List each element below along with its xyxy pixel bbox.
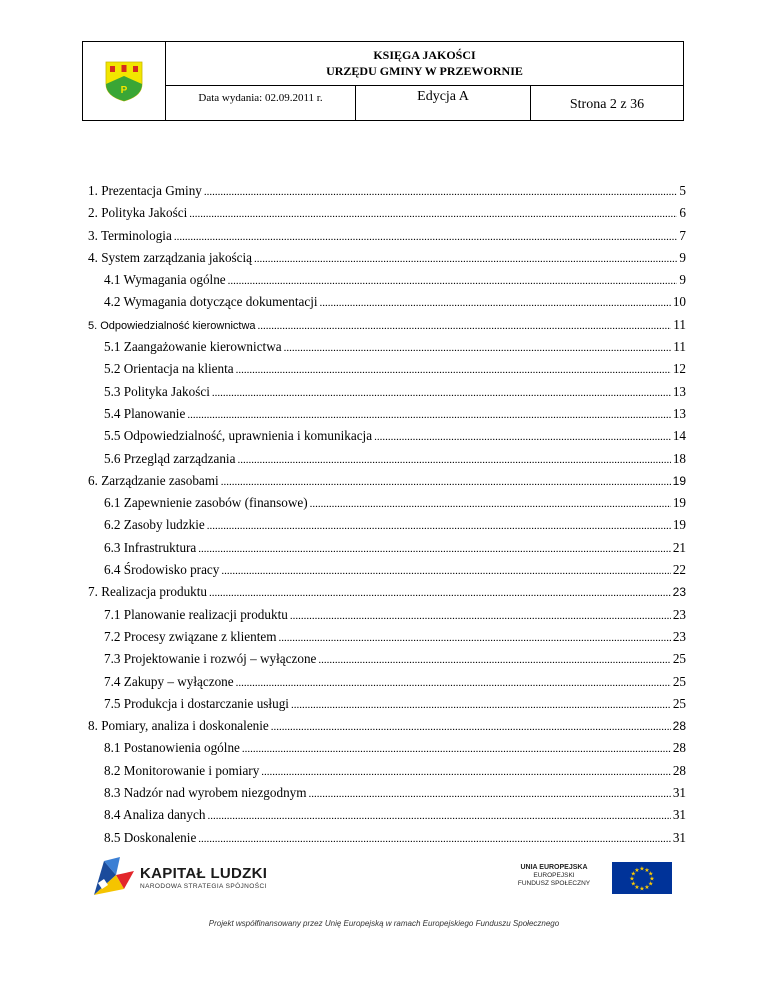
toc-entry-label: 8. Pomiary, analiza i doskonalenie: [88, 718, 269, 734]
issue-date: Data wydania: 02.09.2011 r.: [166, 86, 356, 120]
toc-entry[interactable]: [88, 740, 686, 762]
toc-entry[interactable]: [88, 473, 686, 495]
toc-entry[interactable]: [88, 272, 686, 294]
kapital-ludzki-subtitle: NARODOWA STRATEGIA SPÓJNOŚCI: [140, 883, 267, 890]
toc-entry-label: 1. Prezentacja Gminy: [88, 183, 202, 198]
toc-entry-page: 7: [679, 227, 686, 243]
toc-entry-label: 5.5 Odpowiedzialność, uprawnienia i komunikacja: [104, 428, 373, 444]
toc-leader-dots: [221, 476, 671, 488]
toc-leader-dots: [261, 766, 671, 778]
toc-entry-page: 13: [672, 405, 686, 421]
footer-logos: [90, 855, 680, 905]
toc-entry-page: 6: [679, 205, 686, 221]
toc-entry-label: 4. System zarządzania jakością: [88, 249, 253, 265]
toc-entry-page: 23: [672, 585, 686, 600]
kapital-ludzki-logo: [90, 855, 270, 905]
eu-flag-icon: [612, 862, 672, 894]
toc-entry[interactable]: [88, 696, 686, 718]
toc-leader-dots: [284, 342, 672, 354]
toc-leader-dots: [318, 654, 670, 666]
toc-entry-page: 25: [672, 695, 686, 711]
toc-entry-label: 5.1 Zaangażowanie kierownictwa: [104, 339, 282, 355]
toc-entry-page: 12: [672, 361, 686, 377]
toc-entry-label: 6.4 Środowisko pracy: [104, 562, 220, 578]
toc-entry-page: 18: [672, 450, 686, 466]
toc-entry[interactable]: [88, 584, 686, 606]
toc-entry-page: 31: [672, 785, 686, 801]
eu-star: ★: [634, 885, 640, 892]
toc-entry-label: 5.2 Orientacja na klienta: [104, 361, 234, 377]
toc-leader-dots: [271, 721, 671, 733]
toc-leader-dots: [374, 431, 671, 443]
eu-line-1: UNIA EUROPEJSKA: [520, 864, 588, 871]
toc-entry-label: 5.3 Polityka Jakości: [104, 383, 210, 399]
toc-entry[interactable]: [88, 517, 686, 539]
toc-leader-dots: [278, 632, 670, 644]
toc-entry[interactable]: [88, 428, 686, 450]
eu-star: ★: [630, 871, 637, 878]
toc-entry[interactable]: [88, 495, 686, 517]
toc-entry[interactable]: [88, 607, 686, 629]
toc-entry-label: 7.2 Procesy związane z klientem: [104, 628, 277, 644]
toc-entry-label: 6.2 Zasoby ludzkie: [104, 517, 205, 533]
title-line-2: URZĘDU GMINY W PRZEWORNIE: [326, 64, 523, 78]
toc-entry-page: 31: [672, 829, 686, 845]
toc-leader-dots: [198, 833, 671, 845]
toc-entry-page: 23: [672, 628, 686, 644]
toc-entry-label: 5.4 Planowanie: [104, 405, 186, 421]
toc-leader-dots: [207, 810, 670, 822]
toc-entry-page: 13: [672, 383, 686, 399]
municipality-crest-cell: [83, 42, 166, 120]
toc-entry-page: 28: [672, 719, 686, 734]
toc-entry[interactable]: [88, 651, 686, 673]
toc-entry-page: 19: [672, 495, 686, 511]
toc-leader-dots: [291, 699, 671, 711]
toc-entry[interactable]: [88, 317, 686, 339]
document-title: [166, 42, 683, 86]
toc-entry[interactable]: [88, 763, 686, 785]
toc-leader-dots: [236, 677, 671, 689]
toc-entry-page: 31: [672, 807, 686, 823]
toc-entry[interactable]: [88, 183, 686, 205]
toc-entry-page: 28: [672, 762, 686, 778]
toc-entry-label: 7.4 Zakupy – wyłączone: [104, 673, 234, 689]
toc-entry-page: 14: [672, 428, 686, 444]
eu-star: ★: [639, 886, 645, 893]
toc-entry-label: 7. Realizacja produktu: [88, 584, 208, 600]
toc-entry[interactable]: [88, 807, 686, 829]
toc-entry-label: 6.1 Zapewnienie zasobów (finansowe): [104, 495, 308, 511]
toc-entry-label: 6. Zarządzanie zasobami: [88, 472, 219, 488]
eu-star: ★: [649, 876, 655, 883]
page-number: Strona 2 z 36: [569, 97, 645, 112]
toc-entry-page: 19: [672, 473, 686, 488]
document-header-table: [82, 41, 684, 121]
eu-line-3: FUNDUSZ SPOŁECZNY: [517, 880, 591, 887]
toc-entry[interactable]: [88, 205, 686, 227]
toc-entry-label: 8.4 Analiza danych: [104, 807, 206, 823]
toc-leader-dots: [204, 186, 678, 198]
toc-entry-page: 25: [672, 673, 686, 689]
toc-entry[interactable]: [88, 406, 686, 428]
toc-entry-page: 9: [679, 272, 686, 288]
toc-entry[interactable]: [88, 451, 686, 473]
toc-entry[interactable]: [88, 540, 686, 562]
toc-entry-page: 5: [679, 183, 686, 198]
toc-leader-dots: [290, 610, 671, 622]
toc-leader-dots: [242, 743, 671, 755]
toc-entry-page: 10: [672, 294, 686, 310]
toc-entry-page: 25: [672, 651, 686, 667]
toc-entry[interactable]: [88, 294, 686, 316]
toc-leader-dots: [221, 565, 670, 577]
toc-entry[interactable]: [88, 250, 686, 272]
toc-entry-page: 11: [673, 339, 686, 355]
crest-letter: P: [120, 85, 128, 96]
municipality-crest-icon: [104, 60, 144, 102]
toc-entry[interactable]: [88, 830, 686, 852]
toc-entry-label: 5.6 Przegląd zarządzania: [104, 450, 236, 466]
toc-entry-label: 7.1 Planowanie realizacji produktu: [104, 606, 288, 622]
toc-entry-label: 3. Terminologia: [88, 227, 172, 243]
toc-entry-page: 11: [673, 316, 686, 332]
eu-star: ★: [634, 867, 640, 874]
toc-leader-dots: [228, 275, 678, 287]
toc-entry-label: 8.5 Doskonalenie: [104, 829, 197, 845]
toc-entry-label: 6.3 Infrastruktura: [104, 539, 197, 555]
toc-entry-label: 8.1 Postanowienia ogólne: [104, 740, 240, 756]
kapital-ludzki-emblem-icon: [90, 855, 136, 901]
eu-star: ★: [647, 871, 654, 878]
toc-entry-label: 5. Odpowiedzialność kierownictwa: [88, 319, 256, 332]
toc-leader-dots: [258, 320, 672, 332]
toc-entry-label: 4.2 Wymagania dotyczące dokumentacji: [104, 294, 318, 310]
edition-label: Edycja A: [356, 86, 531, 120]
toc-entry-label: 8.2 Monitorowanie i pomiary: [104, 762, 260, 778]
toc-entry-page: 28: [672, 740, 686, 756]
table-of-contents: [88, 183, 686, 852]
toc-entry-page: 23: [672, 606, 686, 622]
toc-entry[interactable]: [88, 228, 686, 250]
toc-leader-dots: [187, 409, 671, 421]
toc-entry-label: 7.5 Produkcja i dostarczanie usługi: [104, 695, 289, 711]
toc-entry-label: 8.3 Nadzór nad wyrobem niezgodnym: [104, 785, 307, 801]
toc-leader-dots: [320, 297, 671, 309]
toc-leader-dots: [189, 208, 677, 220]
toc-leader-dots: [198, 543, 671, 555]
toc-entry[interactable]: [88, 785, 686, 807]
toc-leader-dots: [309, 788, 671, 800]
toc-entry-page: 21: [672, 539, 686, 555]
eu-star: ★: [644, 885, 650, 892]
toc-leader-dots: [209, 587, 671, 599]
toc-leader-dots: [174, 231, 678, 243]
toc-leader-dots: [212, 387, 671, 399]
toc-entry[interactable]: [88, 339, 686, 361]
toc-entry[interactable]: [88, 384, 686, 406]
toc-entry[interactable]: [88, 562, 686, 584]
eu-fund-label: [504, 864, 604, 888]
eu-star: ★: [630, 881, 637, 888]
toc-entry[interactable]: [88, 361, 686, 383]
funding-note: Projekt współfinansowany przez Unię Europejską w ramach Europejskiego Funduszu Społecznego: [208, 919, 560, 928]
toc-entry-label: 2. Polityka Jakości: [88, 205, 188, 221]
eu-star: ★: [639, 866, 645, 873]
title-line-1: KSIĘGA JAKOŚCI: [373, 48, 476, 62]
toc-entry[interactable]: [88, 674, 686, 696]
toc-leader-dots: [254, 253, 677, 265]
toc-entry[interactable]: [88, 718, 686, 740]
toc-entry-page: 9: [679, 249, 686, 265]
eu-star: ★: [644, 867, 650, 874]
toc-entry-page: 22: [672, 562, 686, 578]
toc-leader-dots: [236, 364, 671, 376]
toc-entry-label: 4.1 Wymagania ogólne: [104, 272, 226, 288]
toc-entry-page: 19: [672, 517, 686, 533]
kapital-ludzki-title: KAPITAŁ LUDZKI: [140, 865, 268, 882]
toc-leader-dots: [207, 520, 671, 532]
toc-entry[interactable]: [88, 629, 686, 651]
eu-star: ★: [647, 881, 654, 888]
toc-entry-label: 7.3 Projektowanie i rozwój – wyłączone: [104, 651, 317, 667]
toc-leader-dots: [310, 498, 671, 510]
eu-star: ★: [629, 876, 635, 883]
eu-line-2: EUROPEJSKI: [533, 872, 575, 879]
toc-leader-dots: [237, 454, 670, 466]
